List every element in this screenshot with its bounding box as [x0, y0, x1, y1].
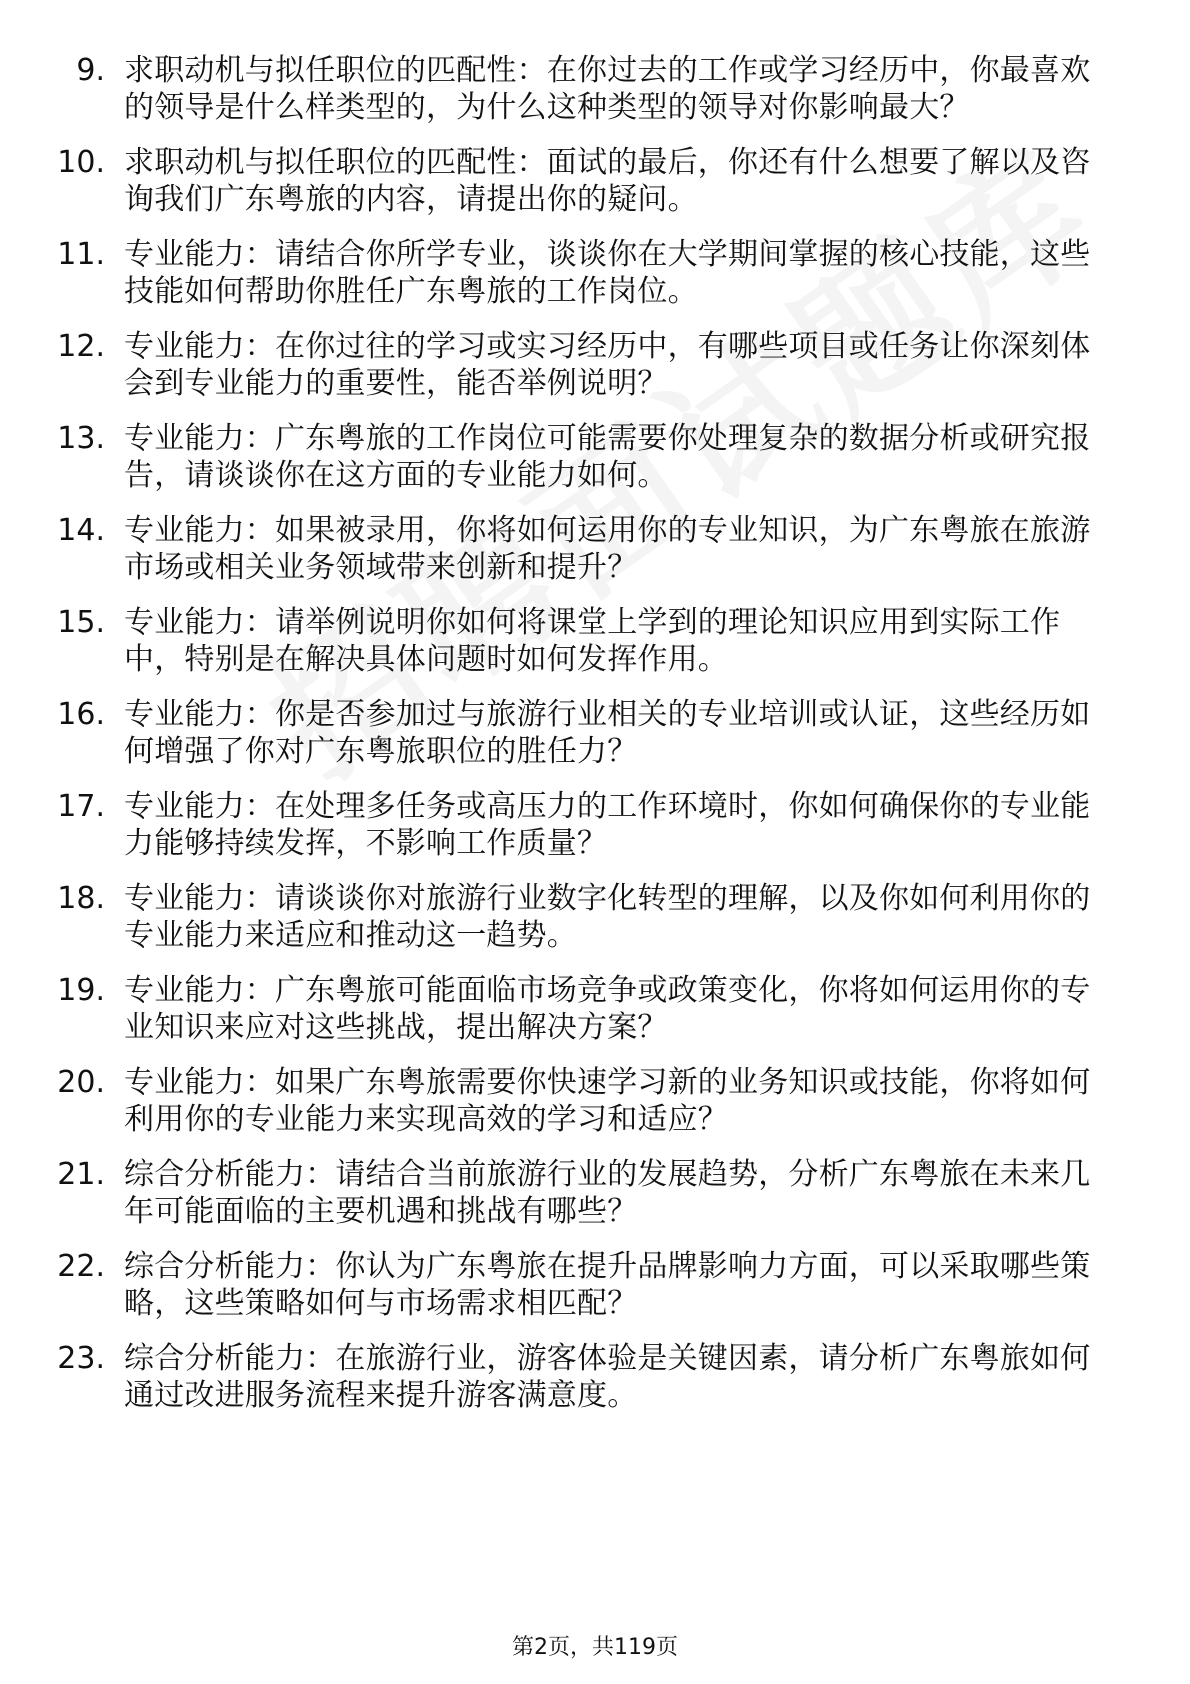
- question-item: [0, 972, 1190, 1064]
- question-item: [0, 1248, 1190, 1340]
- page-number-footer: 第2页，共119页: [512, 1635, 678, 1660]
- question-item: [0, 1064, 1190, 1156]
- question-item: [0, 236, 1190, 328]
- question-text: 综合分析能力：请结合当前旅游行业的发展趋势，分析广东粤旅在未来几年可能面临的主要机遇和挑战有哪些？: [124, 1157, 1091, 1229]
- question-text: 求职动机与拟任职位的匹配性：在你过去的工作或学习经历中，你最喜欢的领导是什么样类型的，为什么这种类型的领导对你影响最大？: [124, 53, 1091, 125]
- question-item: [0, 144, 1190, 236]
- question-number: 17.: [57, 789, 105, 824]
- question-number: 21.: [57, 1157, 105, 1192]
- question-text: 专业能力：在你过往的学习或实习经历中，有哪些项目或任务让你深刻体会到专业能力的重要性，能否举例说明？: [124, 329, 1091, 401]
- question-item: [0, 52, 1190, 144]
- question-text: 综合分析能力：在旅游行业，游客体验是关键因素，请分析广东粤旅如何通过改进服务流程来提升游客满意度。: [124, 1341, 1091, 1413]
- question-item: [0, 420, 1190, 512]
- question-list: [0, 52, 1190, 1432]
- question-text: 专业能力：请举例说明你如何将课堂上学到的理论知识应用到实际工作中，特别是在解决具体问题时如何发挥作用。: [124, 605, 1061, 677]
- question-text: 专业能力：广东粤旅的工作岗位可能需要你处理复杂的数据分析或研究报告，请谈谈你在这方面的专业能力如何。: [124, 421, 1091, 493]
- question-text: 专业能力：如果被录用，你将如何运用你的专业知识，为广东粤旅在旅游市场或相关业务领域带来创新和提升？: [124, 513, 1091, 585]
- question-number: 9.: [76, 53, 105, 88]
- question-number: 13.: [57, 421, 105, 456]
- question-item: [0, 512, 1190, 604]
- question-text: 专业能力：请结合你所学专业，谈谈你在大学期间掌握的核心技能，这些技能如何帮助你胜任广东粤旅的工作岗位。: [124, 237, 1091, 309]
- question-number: 16.: [57, 697, 105, 732]
- question-item: [0, 696, 1190, 788]
- question-item: [0, 788, 1190, 880]
- question-text: 专业能力：在处理多任务或高压力的工作环境时，你如何确保你的专业能力能够持续发挥，不影响工作质量？: [124, 789, 1091, 861]
- question-number: 11.: [57, 237, 105, 272]
- question-item: [0, 1156, 1190, 1248]
- question-item: [0, 604, 1190, 696]
- question-text: 专业能力：广东粤旅可能面临市场竞争或政策变化，你将如何运用你的专业知识来应对这些挑战，提出解决方案？: [124, 973, 1091, 1045]
- question-item: [0, 880, 1190, 972]
- question-number: 20.: [57, 1065, 105, 1100]
- question-number: 15.: [57, 605, 105, 640]
- question-number: 18.: [57, 881, 105, 916]
- question-number: 22.: [57, 1249, 105, 1284]
- question-number: 10.: [57, 145, 105, 180]
- question-text: 专业能力：你是否参加过与旅游行业相关的专业培训或认证，这些经历如何增强了你对广东粤旅职位的胜任力？: [124, 697, 1091, 769]
- question-text: 求职动机与拟任职位的匹配性：面试的最后，你还有什么想要了解以及咨询我们广东粤旅的内容，请提出你的疑问。: [124, 145, 1091, 217]
- question-text: 专业能力：请谈谈你对旅游行业数字化转型的理解，以及你如何利用你的专业能力来适应和推动这一趋势。: [124, 881, 1091, 953]
- question-number: 12.: [57, 329, 105, 364]
- question-text: 综合分析能力：你认为广东粤旅在提升品牌影响力方面，可以采取哪些策略，这些策略如何与市场需求相匹配？: [124, 1249, 1091, 1321]
- question-number: 19.: [57, 973, 105, 1008]
- question-number: 14.: [57, 513, 105, 548]
- question-number: 23.: [57, 1341, 105, 1376]
- question-item: [0, 328, 1190, 420]
- question-text: 专业能力：如果广东粤旅需要你快速学习新的业务知识或技能，你将如何利用你的专业能力来实现高效的学习和适应？: [124, 1065, 1091, 1137]
- question-item: [0, 1340, 1190, 1432]
